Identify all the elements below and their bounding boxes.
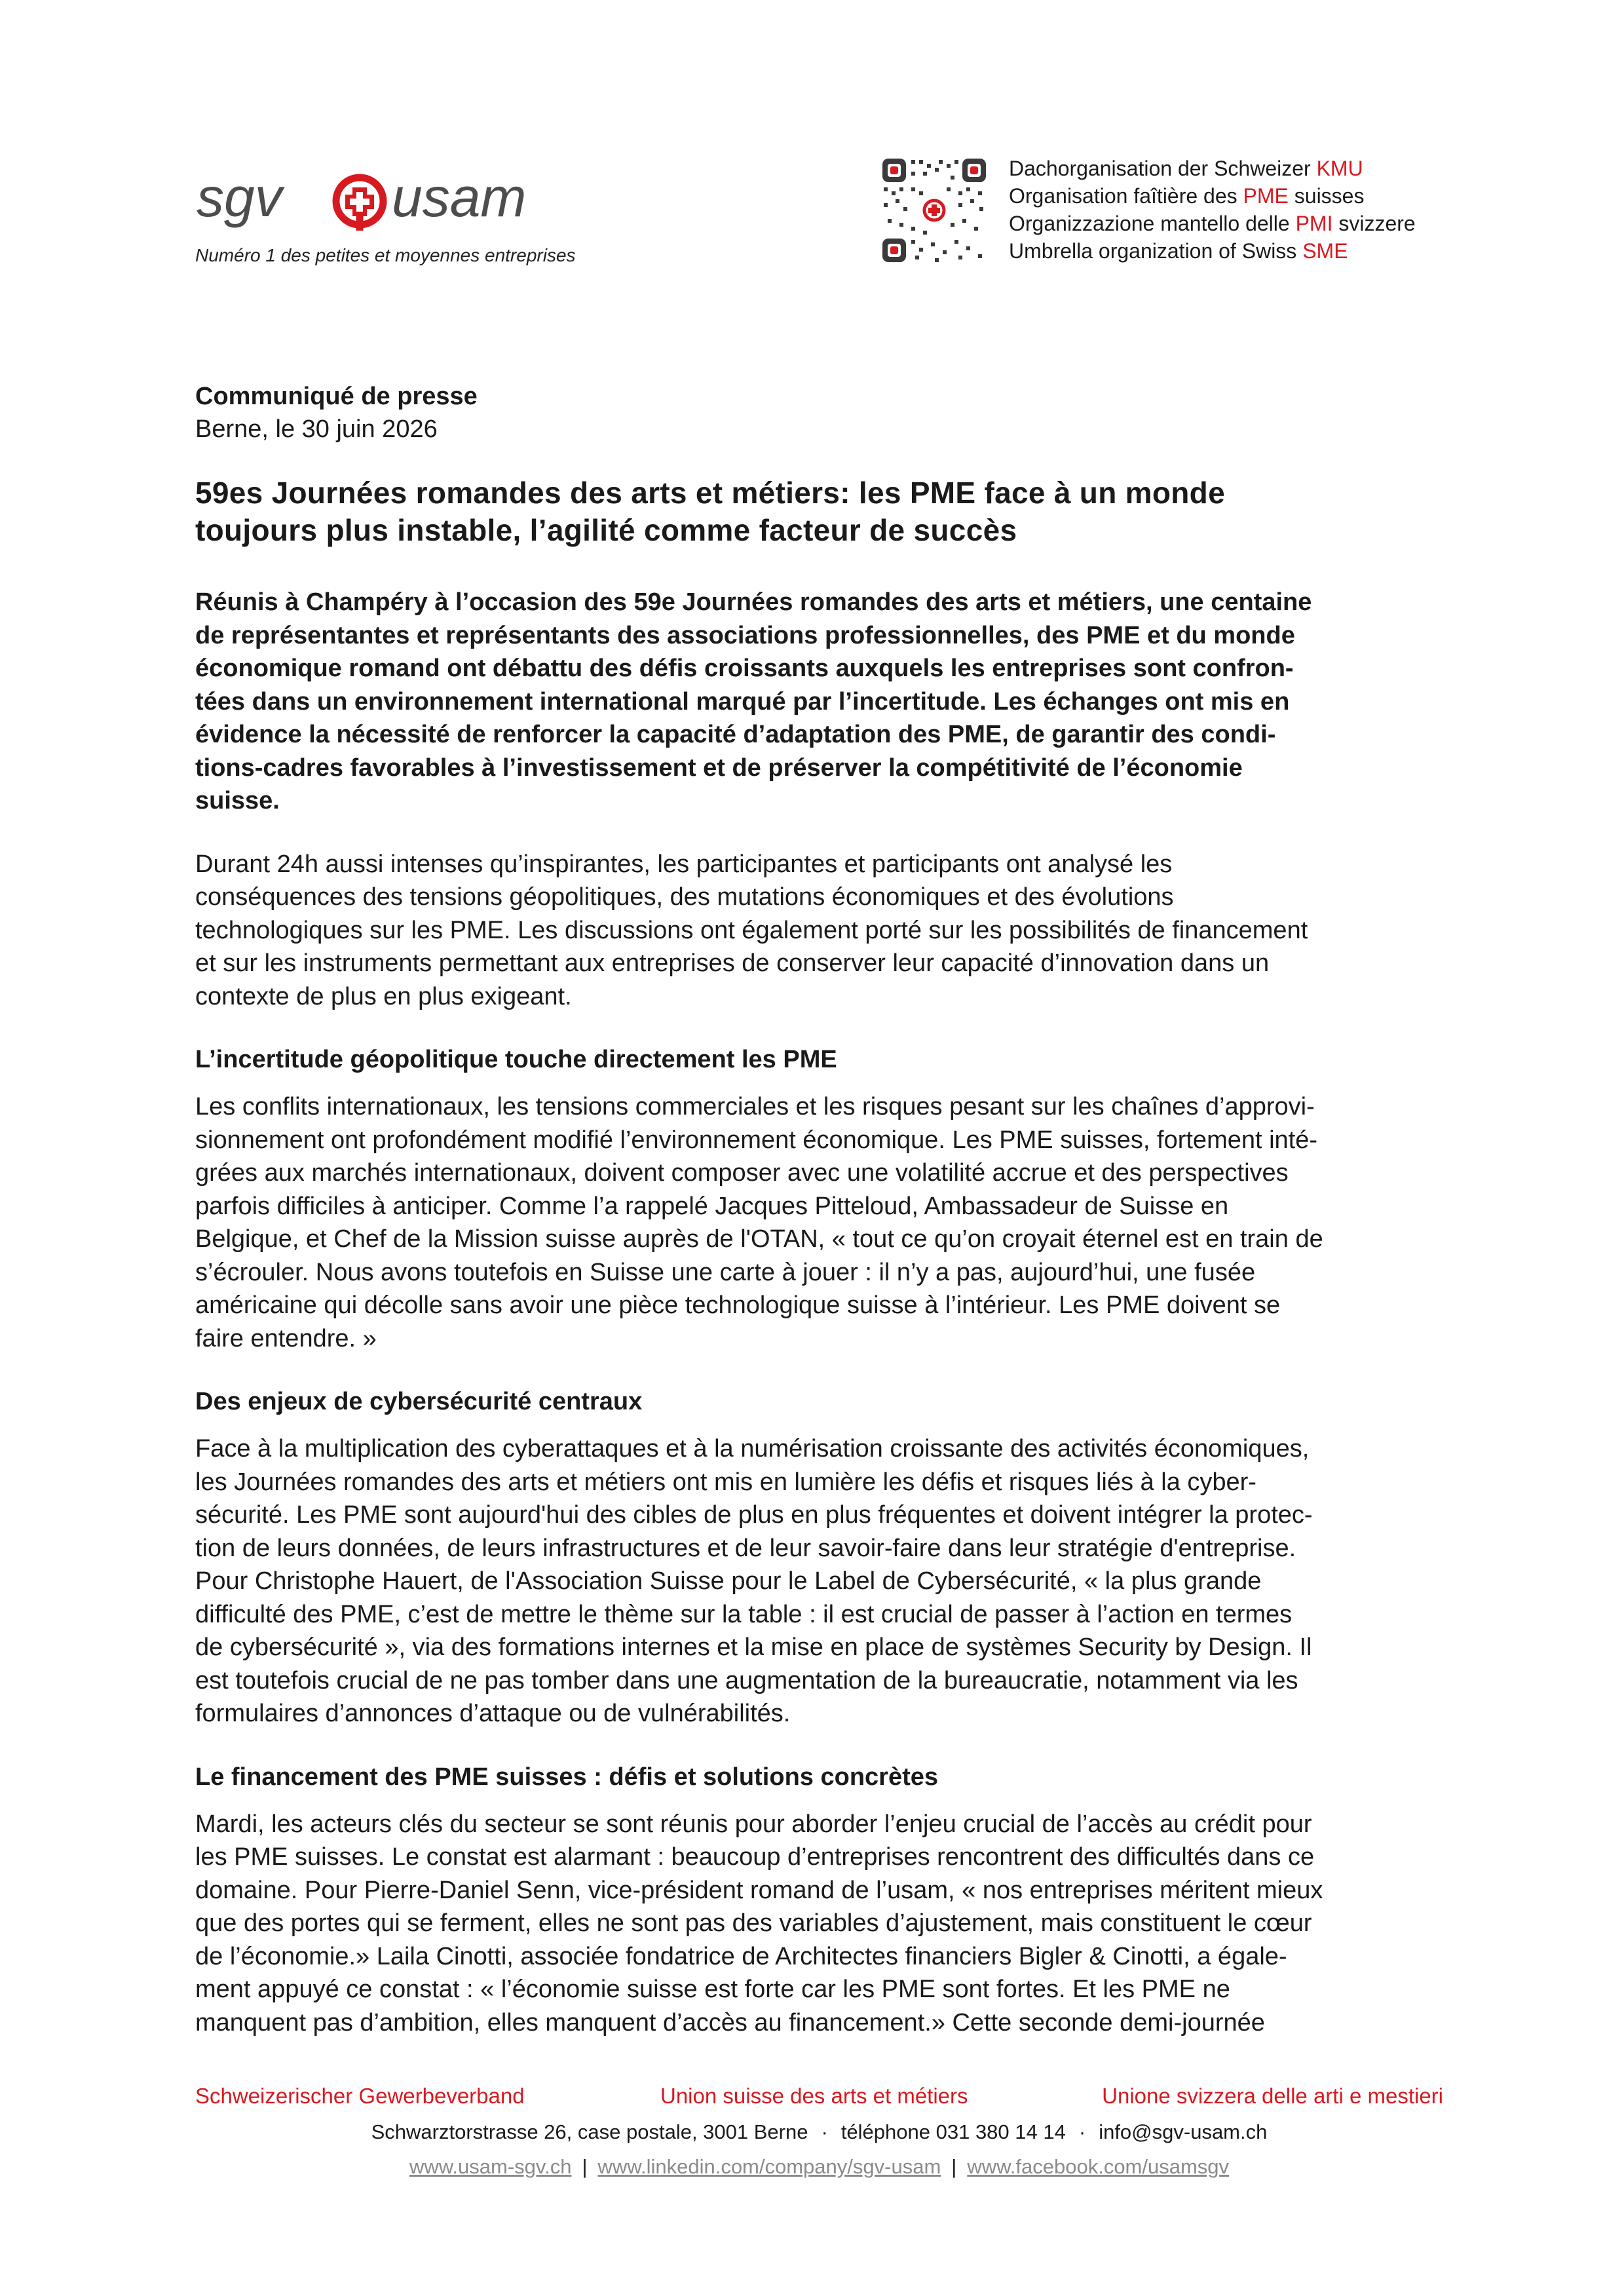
footer-contact [195,2120,1443,2144]
footer-address: Schwarztorstrasse 26, case postale, 3001 Berne [371,2120,808,2143]
org-name-it: Organizzazione mantello delle PMI svizzere [1009,212,1416,235]
link-website[interactable]: www.usam-sgv.ch [409,2155,572,2178]
section-body-financing: Mardi, les acteurs clés du secteur se sont réunis pour aborder l’enjeu crucial de l’accès au crédit pour les PME suisses. Le constat est alarmant : beaucoup d’entreprises rencontrent des difficultés dans ce domaine. Pour Pierre-Daniel Senn, vice-président romand de l’usam, « nos entreprises méritent mieux que des portes qui se ferment, elles ne sont pas des variables d’ajustement, mais constituent le cœur de l’économie.» Laila Cinotti, associée fondatrice de Architectes financiers Bigler & Cinotti, a égale- ment appuyé ce constat : « l’économie suisse est forte car les PME sont fortes. Et les PME ne manquent pas d’ambition, elles manquent d’accès au financement.» Cette seconde demi-journée [195,1810,1323,2037]
press-release [195,380,1443,2039]
org-name-fr: Organisation faîtière des PME suisses [1009,184,1365,208]
lead-paragraph: Réunis à Champéry à l’occasion des 59e Journées romandes des arts et métiers, une centaine de représentantes et représentants des associations professionnelles, des PME et du monde économique romand ont débattu des défis croissants auxquels les entreprises sont confron- tées dans un environnement international marqué par l’incertitude. Les échanges ont mis en évidence la nécessité de renforcer la capacité d’adaptation des PME, de garantir des condi- tions-cadres favorables à l’investissement et de préserver la compétitivité de l’économie suisse. [195,588,1312,814]
org-names [1009,155,1416,265]
logo-text-left: sgv [197,166,282,228]
footer-phone: téléphone 031 380 14 14 [840,2120,1066,2143]
document-type: Communiqué de presse [195,383,478,410]
section-body-cybersecurity: Face à la multiplication des cyberattaques et à la numérisation croissante des activités économiques, les Journées romandes des arts et métiers ont mis en lumière les défis et risques liés à la cyber- sécurité. Les PME sont aujourd'hui des cibles de plus en plus fréquentes et doivent intégrer la protec- tion de leurs données, de leurs infrastructures et de leur savoir-faire dans leur stratégie d'entreprise. Pour Christophe Hauert, de l'Association Suisse pour le Label de Cybersécurité, « la plus grande difficulté des PME, c’est de mettre le thème sur la table : il est crucial de passer à l’action en termes de cybersécurité », via des formations internes et la mise en place de systèmes Security by Design. Il est toutefois crucial de ne pas tomber dans une augmentation de la bureaucratie, notamment via les formulaires d’annonces d’attaque ou de vulnérabilités. [195,1435,1313,1727]
tagline: Numéro 1 des petites et moyennes entreprises [195,245,576,265]
footer-org-names [195,2084,1443,2113]
separator-dot: · [1078,2120,1086,2143]
footer-links [195,2155,1443,2179]
swiss-cross-icon [336,178,383,231]
footer-email[interactable]: info@sgv-usam.ch [1099,2120,1268,2143]
footer-org-fr: Union suisse des arts et métiers [660,2084,968,2108]
link-facebook[interactable]: www.facebook.com/usamsgv [967,2155,1230,2178]
org-name-de: Dachorganisation der Schweizer KMU [1009,157,1363,180]
section-heading-financing: Le financement des PME suisses : défis et solutions concrètes [195,1763,939,1791]
sgv-usam-logo [195,163,562,241]
link-separator: | [951,2155,957,2178]
footer-org-it: Unione svizzera delle arti e mestieri [1102,2084,1443,2108]
separator-dot: · [821,2120,828,2143]
qr-code [881,157,987,263]
logo-text-right: usam [392,166,527,228]
section-body-geopolitics: Les conflits internationaux, les tensions commerciales et les risques pesant sur les chaînes d’approvi- sionnement ont profondément modifié l’environnement économique. Les PME suisses, fortement inté- grées aux marchés internationaux, doivent composer avec une volatilité accrue et des perspectives parfois difficiles à anticiper. Comme l’a rappelé Jacques Pitteloud, Ambassadeur de Suisse en Belgique, et Chef de la Mission suisse auprès de l'OTAN, « tout ce qu’on croyait éternel est en train de s’écrouler. Nous avons toutefois en Suisse une carte à jouer : il n’y a pas, aujourd’hui, une fusée américaine qui décolle sans avoir une pièce technologique suisse à l’intérieur. Les PME doivent se faire entendre. » [195,1093,1323,1352]
headline: 59es Journées romandes des arts et métiers: les PME face à un monde toujours plus instable, l’agilité comme facteur de succès [195,476,1225,547]
intro-paragraph: Durant 24h aussi intenses qu’inspirantes, les participantes et participants ont analysé les conséquences des tensions géopolitiques, des mutations économiques et des évolutions technologiques sur les PME. Les discussions ont également porté sur les possibilités de financement et sur les instruments permettant aux entreprises de conserver leur capacité d’innovation dans un contexte de plus en plus exigeant. [195,850,1308,1010]
org-name-en: Umbrella organization of Swiss SME [1009,239,1348,263]
document-date: Berne, le 30 juin 2026 [195,415,438,443]
footer-org-de: Schweizerischer Gewerbeverband [195,2084,525,2108]
link-linkedin[interactable]: www.linkedin.com/company/sgv-usam [597,2155,941,2178]
section-heading-cybersecurity: Des enjeux de cybersécurité centraux [195,1388,643,1415]
link-separator: | [582,2155,588,2178]
section-heading-geopolitics: L’incertitude géopolitique touche directement les PME [195,1046,837,1073]
